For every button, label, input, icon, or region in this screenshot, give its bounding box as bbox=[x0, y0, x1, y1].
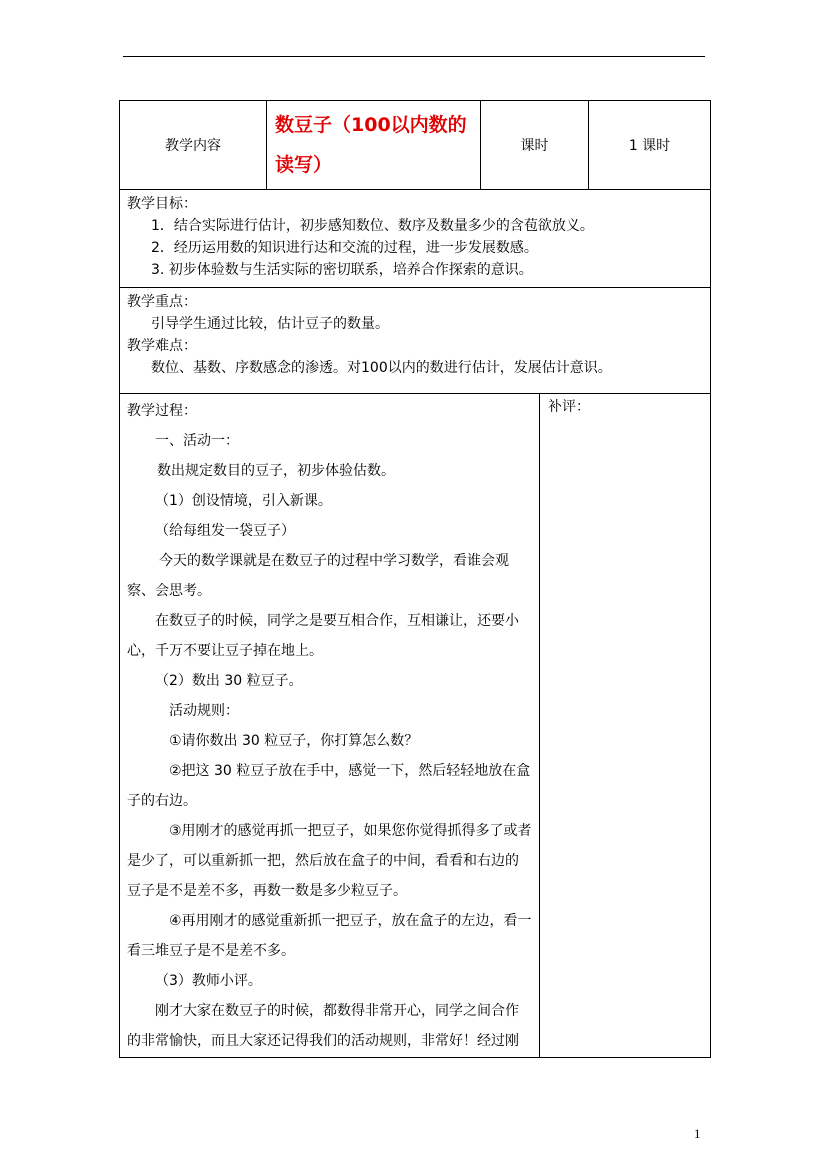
key-points-section bbox=[120, 288, 711, 394]
content-label: 教学内容 bbox=[120, 101, 267, 190]
process-paragraph: ②把这 30 粒豆子放在手中，感觉一下，然后轻轻地放在盒子的右边。 bbox=[127, 763, 531, 809]
lesson-plan-table bbox=[119, 100, 711, 1058]
process-paragraph: ④再用刚才的感觉重新抓一把豆子，放在盒子的左边，看一看三堆豆子是不是差不多。 bbox=[127, 913, 532, 959]
key-points-heading: 教学重点： bbox=[127, 294, 197, 310]
key-points-text: 引导学生通过比较，估计豆子的数量。 bbox=[151, 316, 389, 332]
goal-item: 3. 初步体验数与生活实际的密切联系，培养合作探索的意识。 bbox=[151, 262, 533, 278]
process-row bbox=[120, 394, 711, 1058]
process-paragraph: （2）数出 30 粒豆子。 bbox=[155, 673, 303, 689]
comment-column bbox=[540, 394, 711, 1058]
key-points-row bbox=[120, 288, 711, 394]
process-paragraph: ③用刚才的感觉再抓一把豆子，如果您你觉得抓得多了或者是少了，可以重新抓一把，然后放在盒子的中间，看看和右边的豆子是不是差不多，再数一数是多少粒豆子。 bbox=[127, 823, 532, 899]
goals-section bbox=[120, 190, 711, 288]
process-paragraph: ①请你数出 30 粒豆子，你打算怎么数？ bbox=[169, 733, 419, 749]
process-paragraph: 在数豆子的时候，同学之是要互相合作，互相谦让，还要小心，千万不要让豆子掉在地上。 bbox=[127, 613, 519, 659]
process-paragraph: （3）教师小评。 bbox=[155, 973, 262, 989]
process-paragraph: 今天的数学课就是在数豆子的过程中学习数学，看谁会观察、会思考。 bbox=[127, 553, 509, 599]
lesson-title: 数豆子（100以内数的读写） bbox=[267, 101, 481, 190]
goal-item: 1．结合实际进行估计，初步感知数位、数序及数量多少的含苞欲放义。 bbox=[151, 218, 594, 234]
process-paragraph: （给每组发一袋豆子） bbox=[155, 523, 295, 539]
difficulty-text: 数位、基数、序数感念的渗透。对100以内的数进行估计，发展估计意识。 bbox=[151, 360, 612, 376]
process-paragraph: 刚才大家在数豆子的时候，都数得非常开心，同学之间合作的非常愉快，而且大家还记得我们的活动规则，非常好！经过刚 bbox=[127, 1003, 519, 1049]
page-number: 1 bbox=[694, 1126, 701, 1141]
comment-label: 补评： bbox=[548, 399, 590, 415]
period-value: 1 课时 bbox=[589, 101, 711, 190]
process-paragraph: 一、活动一： bbox=[155, 433, 239, 449]
goal-item: 2．经历运用数的知识进行达和交流的过程，进一步发展数感。 bbox=[151, 240, 538, 256]
process-paragraph: （1）创设情境，引入新课。 bbox=[155, 493, 332, 509]
header-rule bbox=[123, 56, 705, 57]
goals-heading: 教学目标： bbox=[127, 196, 197, 212]
process-paragraph: 活动规则： bbox=[169, 703, 239, 719]
process-section bbox=[120, 394, 540, 1058]
period-label: 课时 bbox=[481, 101, 589, 190]
process-paragraph: 数出规定数目的豆子，初步体验估数。 bbox=[157, 463, 395, 479]
difficulty-heading: 教学难点： bbox=[127, 338, 197, 354]
goals-row bbox=[120, 190, 711, 288]
process-heading: 教学过程： bbox=[127, 403, 197, 419]
header-row bbox=[120, 101, 711, 190]
